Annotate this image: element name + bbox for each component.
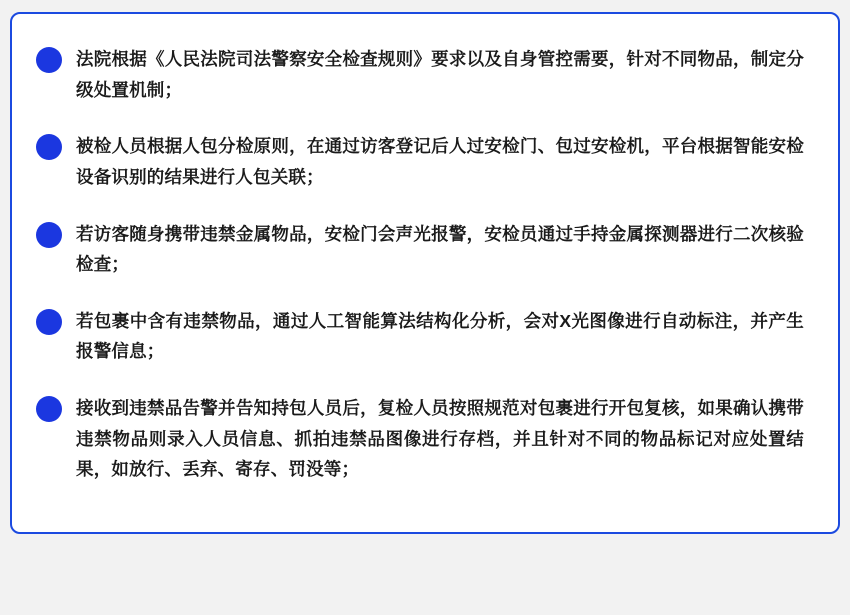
list-item-text: 若访客随身携带违禁金属物品，安检门会声光报警，安检员通过手持金属探测器进行二次核验检查； <box>76 223 804 275</box>
list-item <box>36 219 804 280</box>
list-item <box>36 306 804 367</box>
bullet-dot-icon <box>36 47 62 73</box>
bullet-dot-icon <box>36 309 62 335</box>
bullet-list <box>36 44 804 485</box>
list-item <box>36 131 804 192</box>
bullet-dot-icon <box>36 396 62 422</box>
list-item <box>36 44 804 105</box>
list-item-text: 接收到违禁品告警并告知持包人员后，复检人员按照规范对包裹进行开包复核，如果确认携带违禁物品则录入人员信息、抓拍违禁品图像进行存档，并且针对不同的物品标记对应处置结果，如放行、丢弃、寄存、罚没等； <box>76 398 804 480</box>
list-item-text: 若包裹中含有违禁物品，通过人工智能算法结构化分析，会对X光图像进行自动标注，并产生报警信息； <box>76 310 804 362</box>
content-card <box>10 12 840 534</box>
list-item-text: 法院根据《人民法院司法警察安全检查规则》要求以及自身管控需要，针对不同物品，制定分级处置机制； <box>76 49 804 100</box>
list-item <box>36 393 804 485</box>
bullet-dot-icon <box>36 134 62 160</box>
bullet-dot-icon <box>36 222 62 248</box>
list-item-text: 被检人员根据人包分检原则，在通过访客登记后人过安检门、包过安检机，平台根据智能安检设备识别的结果进行人包关联； <box>76 136 804 187</box>
